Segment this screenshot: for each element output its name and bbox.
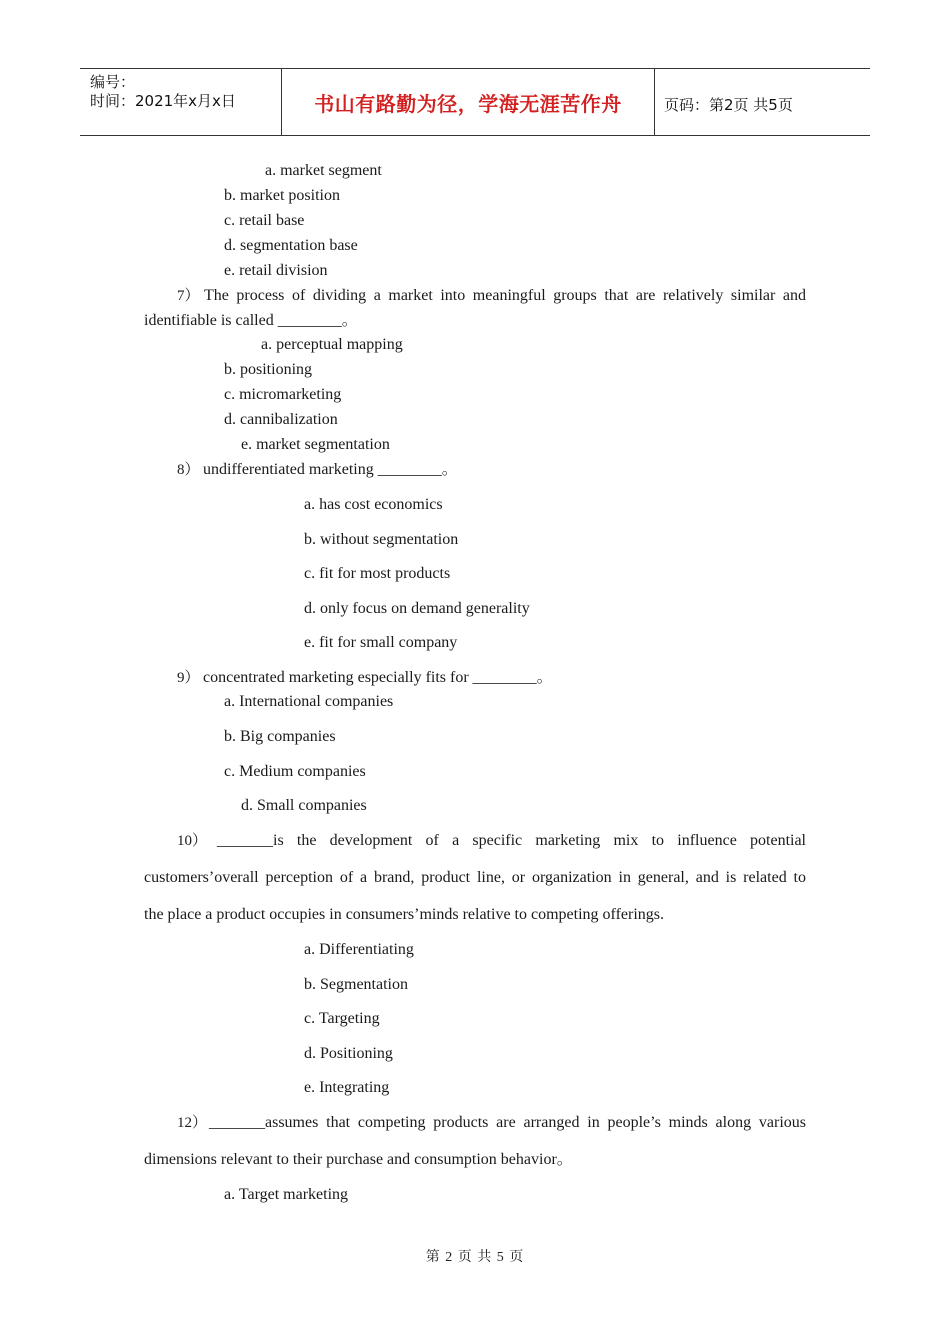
q10-option-a: a. Differentiating	[304, 941, 414, 958]
q8-option-d: d. only focus on demand generality	[304, 600, 530, 617]
q10-text-line3: the place a product occupies in consumers’minds relative to competing offerings.	[144, 906, 664, 923]
page-code: 页码：第2页 共5页	[664, 96, 793, 114]
q6-option-c: c. retail base	[224, 212, 305, 229]
q7-option-e: e. market segmentation	[241, 436, 390, 453]
header-top-border	[80, 68, 870, 69]
q8-option-b: b. without segmentation	[304, 531, 459, 548]
q9-option-c: c. Medium companies	[224, 763, 366, 780]
header-bottom-border	[80, 135, 870, 136]
q12-text-line1: _______assumes that competing products are arranged in people’s minds along various	[209, 1114, 806, 1131]
q9-option-d: d. Small companies	[241, 797, 367, 814]
q10-option-b: b. Segmentation	[304, 976, 408, 993]
q8-option-a: a. has cost economics	[304, 496, 443, 513]
q7-number: 7）	[177, 288, 200, 304]
page-footer: 第 2 页 共 5 页	[425, 1250, 525, 1265]
q6-option-a: a. market segment	[265, 162, 382, 179]
q10-option-e: e. Integrating	[304, 1079, 390, 1096]
q10-option-d: d. Positioning	[304, 1045, 393, 1062]
q7-text-line1: The process of dividing a market into meaningful groups that are relatively similar and	[204, 287, 806, 304]
q12-number: 12）	[177, 1115, 208, 1131]
q7-option-b: b. positioning	[224, 361, 313, 378]
q9-number: 9）	[177, 670, 200, 686]
q8-number: 8）	[177, 462, 200, 478]
q6-option-b: b. market position	[224, 187, 340, 204]
q6-option-d: d. segmentation base	[224, 237, 358, 254]
q9-text: concentrated marketing especially fits for ________。	[203, 669, 553, 686]
q6-option-e: e. retail division	[224, 262, 328, 279]
q9-option-b: b. Big companies	[224, 728, 336, 745]
q8-option-e: e. fit for small company	[304, 634, 458, 651]
header-divider-right	[654, 69, 655, 136]
q9-option-a: a. International companies	[224, 693, 394, 710]
q7-option-d: d. cannibalization	[224, 411, 338, 428]
time-label: 时间：2021年x月x日	[90, 92, 236, 110]
q8-text: undifferentiated marketing ________。	[203, 461, 458, 478]
q10-text-line2: customers’overall perception of a brand, product line, or organization in general, and is related to	[144, 869, 806, 886]
q8-option-c: c. fit for most products	[304, 565, 451, 582]
q10-number: 10）	[177, 833, 208, 849]
q12-text-line2: dimensions relevant to their purchase and consumption behavior。	[144, 1151, 573, 1168]
serial-label: 编号：	[90, 73, 136, 91]
header-motto: 书山有路勤为径，学海无涯苦作舟	[314, 92, 622, 116]
q7-option-a: a. perceptual mapping	[261, 336, 403, 353]
q7-option-c: c. micromarketing	[224, 386, 342, 403]
q10-text-line1: _______is the development of a specific marketing mix to influence potential	[217, 832, 806, 849]
q7-text-line2: identifiable is called ________。	[144, 312, 358, 329]
q12-option-a: a. Target marketing	[224, 1186, 349, 1203]
q10-option-c: c. Targeting	[304, 1010, 380, 1027]
